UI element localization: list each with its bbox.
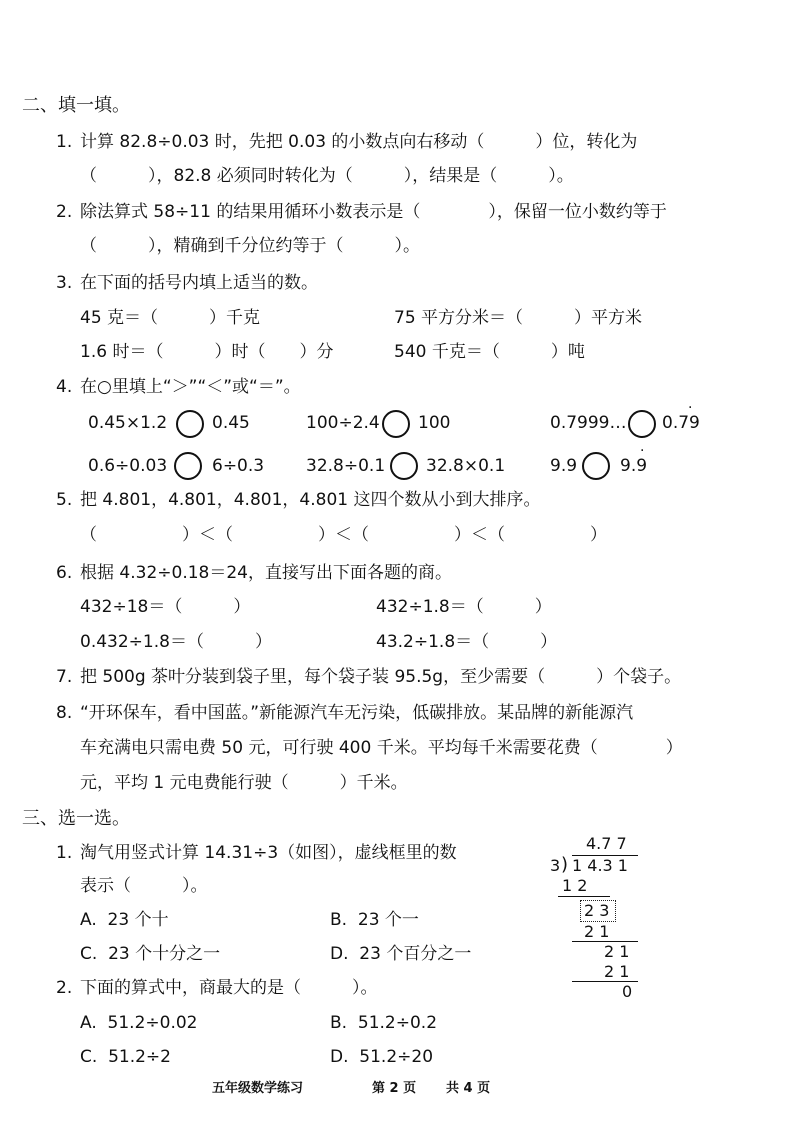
question-1-line-2: （ ），82.8 必须同时转化为（ ），结果是（ ）。 <box>80 166 574 186</box>
mc-question-2-option-d[interactable]: D. 51.2÷20 <box>330 1047 434 1067</box>
question-1-number: 1. <box>56 132 73 152</box>
question-1-line-1: 计算 82.8÷0.03 时，先把 0.03 的小数点向右移动（ ）位，转化为 <box>80 132 638 152</box>
question-8-line-2: 车充满电只需电费 50 元，可行驶 400 千米。平均每千米需要花费（ ） <box>80 738 683 758</box>
question-8-number: 8. <box>56 703 73 723</box>
mc-question-2-number: 2. <box>56 978 73 998</box>
mc-question-1-option-a[interactable]: A. 23 个十 <box>80 910 169 930</box>
question-3-item-d: 540 千克＝（ ）吨 <box>394 342 585 362</box>
mc-question-1-line-1: 淘气用竖式计算 14.31÷3（如图），虚线框里的数 <box>80 843 457 863</box>
section-2-title: 二、填一填。 <box>22 95 130 116</box>
repeat-dot-1c: · <box>688 400 693 416</box>
question-4-number: 4. <box>56 377 73 397</box>
compare-2b-right: 32.8×0.1 <box>426 456 506 476</box>
division-step-5: 2 1 <box>604 962 630 981</box>
question-2-line-1: 除法算式 58÷11 的结果用循环小数表示是（ ），保留一位小数约等于 <box>80 202 667 222</box>
mc-question-1-number: 1. <box>56 843 73 863</box>
division-step-3: 2 1 <box>584 922 610 941</box>
question-5-text: 把 4.801，4.801，4.801，4.801 这四个数从小到大排序。 <box>80 490 541 510</box>
compare-1c-left: 0.7999… <box>550 413 627 433</box>
question-7-text: 把 500g 茶叶分装到袋子里，每个袋子装 95.5g，至少需要（ ）个袋子。 <box>80 667 682 687</box>
question-6-text: 根据 4.32÷0.18＝24，直接写出下面各题的商。 <box>80 563 452 583</box>
question-2-line-2: （ ），精确到千分位约等于（ ）。 <box>80 236 420 256</box>
compare-2c-circle[interactable] <box>582 452 610 480</box>
long-division-figure <box>536 836 656 1006</box>
compare-2c-right: 9.9 <box>620 456 648 476</box>
question-6-item-b: 432÷1.8＝（ ） <box>376 597 552 617</box>
footer-title: 五年级数学练习 <box>212 1081 304 1096</box>
question-3-text: 在下面的括号内填上适当的数。 <box>80 273 318 293</box>
compare-1c-right: 0.79 <box>662 413 700 433</box>
compare-1b-right: 100 <box>418 413 451 433</box>
question-2-number: 2. <box>56 202 73 222</box>
division-step-2: 2 3 <box>584 901 610 920</box>
division-line-1 <box>558 896 610 897</box>
section-3-title: 三、选一选。 <box>22 808 130 829</box>
division-step-4: 2 1 <box>604 942 630 961</box>
division-dividend: 1 4.3 1 <box>572 856 628 875</box>
question-6-number: 6. <box>56 563 73 583</box>
division-step-1: 1 2 <box>562 876 588 895</box>
compare-2c-left: 9.9 <box>550 456 578 476</box>
footer-page-total: 共 4 页 <box>446 1081 491 1096</box>
question-8-line-1: “开环保车，看中国蓝。”新能源汽车无污染，低碳排放。某品牌的新能源汽 <box>80 703 634 723</box>
compare-2b-circle[interactable] <box>390 452 418 480</box>
question-6-item-a: 432÷18＝（ ） <box>80 597 251 617</box>
question-3-item-b: 75 平方分米＝（ ）平方米 <box>394 308 643 328</box>
compare-1b-circle[interactable] <box>382 410 410 438</box>
mc-question-1-option-d[interactable]: D. 23 个百分之一 <box>330 944 472 964</box>
footer-page-number: 第 2 页 <box>372 1081 417 1096</box>
repeat-dot-2c: · <box>640 443 645 459</box>
mc-question-2-option-b[interactable]: B. 51.2÷0.2 <box>330 1013 438 1033</box>
question-3-item-c: 1.6 时＝（ ）时（ ）分 <box>80 342 334 362</box>
question-3-number: 3. <box>56 273 73 293</box>
question-5-number: 5. <box>56 490 73 510</box>
mc-question-1-option-c[interactable]: C. 23 个十分之一 <box>80 944 221 964</box>
compare-2a-right: 6÷0.3 <box>212 456 265 476</box>
mc-question-2-option-c[interactable]: C. 51.2÷2 <box>80 1047 171 1067</box>
question-7-number: 7. <box>56 667 73 687</box>
question-5-answer-line: （ ）＜（ ）＜（ ）＜（ ） <box>80 525 607 545</box>
division-divisor: 3 <box>550 856 561 875</box>
compare-2b-left: 32.8÷0.1 <box>306 456 386 476</box>
division-bracket: ) <box>561 854 569 875</box>
compare-2a-left: 0.6÷0.03 <box>88 456 168 476</box>
mc-question-2-option-a[interactable]: A. 51.2÷0.02 <box>80 1013 198 1033</box>
compare-1a-right: 0.45 <box>212 413 250 433</box>
compare-1b-left: 100÷2.4 <box>306 413 380 433</box>
division-remainder: 0 <box>622 982 633 1001</box>
division-quotient: 4.7 7 <box>586 834 627 853</box>
question-6-item-c: 0.432÷1.8＝（ ） <box>80 632 272 652</box>
mc-question-2-text: 下面的算式中，商最大的是（ ）。 <box>80 978 378 998</box>
compare-1c-circle[interactable] <box>628 410 656 438</box>
question-3-item-a: 45 克＝（ ）千克 <box>80 308 261 328</box>
mc-question-1-option-b[interactable]: B. 23 个一 <box>330 910 419 930</box>
compare-1a-circle[interactable] <box>176 410 204 438</box>
question-4-text: 在○里填上“＞”“＜”或“＝”。 <box>80 377 301 397</box>
compare-1a-left: 0.45×1.2 <box>88 413 168 433</box>
mc-question-1-line-2: 表示（ ）。 <box>80 876 208 896</box>
compare-2a-circle[interactable] <box>174 452 202 480</box>
question-6-item-d: 43.2÷1.8＝（ ） <box>376 632 558 652</box>
question-8-line-3: 元，平均 1 元电费能行驶（ ）千米。 <box>80 773 408 793</box>
